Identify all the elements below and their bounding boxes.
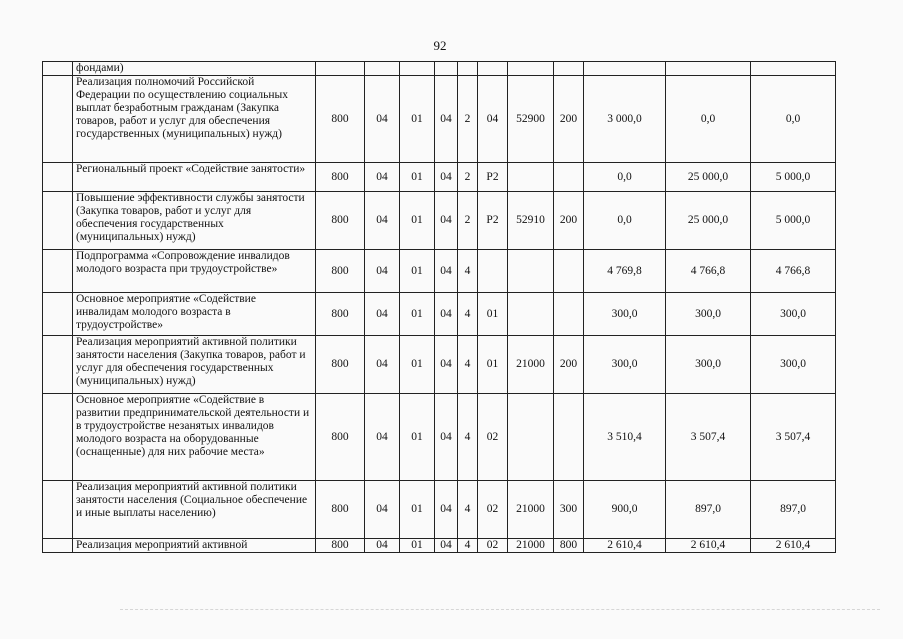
row-index-cell — [43, 539, 73, 553]
amount-year3-cell: 300,0 — [751, 336, 836, 394]
expense-type-cell — [554, 163, 584, 192]
row-index-cell — [43, 76, 73, 163]
program-cell: 04 — [435, 539, 458, 553]
table-row — [43, 293, 836, 336]
direction-cell: 52900 — [508, 76, 554, 163]
code-cell: 800 — [316, 250, 365, 293]
direction-cell: 52910 — [508, 192, 554, 250]
expense-type-cell: 200 — [554, 76, 584, 163]
amount-year1-cell: 300,0 — [584, 293, 666, 336]
item-name-cell: фондами) — [73, 62, 316, 76]
expense-type-cell — [554, 293, 584, 336]
amount-year2-cell: 4 766,8 — [666, 250, 751, 293]
subsection-cell: 01 — [400, 293, 435, 336]
direction-cell: 21000 — [508, 539, 554, 553]
section-cell: 04 — [365, 336, 400, 394]
subprogram-cell: 4 — [458, 336, 478, 394]
subprogram-cell: 2 — [458, 76, 478, 163]
expense-type-cell — [554, 250, 584, 293]
item-name-cell: Региональный проект «Содействие занятости» — [73, 163, 316, 192]
event-cell: 02 — [478, 539, 508, 553]
subsection-cell: 01 — [400, 336, 435, 394]
amount-year2-cell: 25 000,0 — [666, 192, 751, 250]
amount-year3-cell: 897,0 — [751, 481, 836, 539]
expense-type-cell — [554, 394, 584, 481]
code-cell: 800 — [316, 336, 365, 394]
code-cell: 800 — [316, 163, 365, 192]
amount-year2-cell: 0,0 — [666, 76, 751, 163]
amount-year3-cell: 3 507,4 — [751, 394, 836, 481]
amount-year3-cell — [751, 62, 836, 76]
expense-type-cell — [554, 62, 584, 76]
subsection-cell: 01 — [400, 394, 435, 481]
table-row — [43, 62, 836, 76]
row-index-cell — [43, 163, 73, 192]
row-index-cell — [43, 336, 73, 394]
direction-cell — [508, 163, 554, 192]
code-cell: 800 — [316, 192, 365, 250]
amount-year2-cell: 3 507,4 — [666, 394, 751, 481]
amount-year3-cell: 5 000,0 — [751, 192, 836, 250]
subprogram-cell: 2 — [458, 163, 478, 192]
subprogram-cell: 4 — [458, 250, 478, 293]
subprogram-cell: 4 — [458, 539, 478, 553]
amount-year2-cell: 300,0 — [666, 293, 751, 336]
amount-year2-cell: 2 610,4 — [666, 539, 751, 553]
budget-table — [42, 61, 836, 553]
item-name-cell: Реализация полномочий Российской Федерации по осуществлению социальных выплат безработным гражданам (Закупка товаров, работ и услуг для обеспечения государственных (муниципальных) нужд) — [73, 76, 316, 163]
row-index-cell — [43, 481, 73, 539]
code-cell: 800 — [316, 481, 365, 539]
program-cell: 04 — [435, 192, 458, 250]
row-index-cell — [43, 62, 73, 76]
item-name-cell: Подпрограмма «Сопровождение инвалидов молодого возраста при трудоустройстве» — [73, 250, 316, 293]
row-index-cell — [43, 250, 73, 293]
direction-cell: 21000 — [508, 336, 554, 394]
table-row — [43, 76, 836, 163]
code-cell — [316, 62, 365, 76]
code-cell: 800 — [316, 76, 365, 163]
subprogram-cell — [458, 62, 478, 76]
subsection-cell: 01 — [400, 76, 435, 163]
event-cell — [478, 250, 508, 293]
direction-cell — [508, 394, 554, 481]
table-row — [43, 394, 836, 481]
direction-cell — [508, 250, 554, 293]
subprogram-cell: 4 — [458, 394, 478, 481]
amount-year1-cell: 2 610,4 — [584, 539, 666, 553]
expense-type-cell: 300 — [554, 481, 584, 539]
event-cell: 02 — [478, 394, 508, 481]
subsection-cell: 01 — [400, 250, 435, 293]
code-cell: 800 — [316, 293, 365, 336]
program-cell: 04 — [435, 394, 458, 481]
amount-year2-cell: 897,0 — [666, 481, 751, 539]
amount-year1-cell: 3 510,4 — [584, 394, 666, 481]
item-name-cell: Реализация мероприятий активной политики занятости населения (Социальное обеспечение и иные выплаты населению) — [73, 481, 316, 539]
amount-year3-cell: 0,0 — [751, 76, 836, 163]
subsection-cell: 01 — [400, 163, 435, 192]
event-cell: Р2 — [478, 163, 508, 192]
program-cell: 04 — [435, 250, 458, 293]
program-cell: 04 — [435, 336, 458, 394]
program-cell: 04 — [435, 481, 458, 539]
direction-cell — [508, 62, 554, 76]
event-cell: 02 — [478, 481, 508, 539]
amount-year3-cell: 4 766,8 — [751, 250, 836, 293]
row-index-cell — [43, 394, 73, 481]
page-bottom-rule — [120, 609, 880, 610]
event-cell: 04 — [478, 76, 508, 163]
subprogram-cell: 2 — [458, 192, 478, 250]
amount-year2-cell: 300,0 — [666, 336, 751, 394]
section-cell: 04 — [365, 163, 400, 192]
amount-year1-cell: 3 000,0 — [584, 76, 666, 163]
subprogram-cell: 4 — [458, 293, 478, 336]
table-row — [43, 163, 836, 192]
subsection-cell: 01 — [400, 192, 435, 250]
page-number: 92 — [433, 38, 447, 53]
program-cell: 04 — [435, 293, 458, 336]
amount-year1-cell: 4 769,8 — [584, 250, 666, 293]
expense-type-cell: 200 — [554, 336, 584, 394]
code-cell: 800 — [316, 539, 365, 553]
amount-year1-cell — [584, 62, 666, 76]
subprogram-cell: 4 — [458, 481, 478, 539]
section-cell: 04 — [365, 539, 400, 553]
amount-year1-cell: 900,0 — [584, 481, 666, 539]
subsection-cell — [400, 62, 435, 76]
row-index-cell — [43, 192, 73, 250]
table-row — [43, 250, 836, 293]
amount-year2-cell — [666, 62, 751, 76]
program-cell: 04 — [435, 163, 458, 192]
section-cell: 04 — [365, 394, 400, 481]
event-cell: Р2 — [478, 192, 508, 250]
amount-year2-cell: 25 000,0 — [666, 163, 751, 192]
amount-year1-cell: 0,0 — [584, 192, 666, 250]
subsection-cell: 01 — [400, 539, 435, 553]
event-cell — [478, 62, 508, 76]
table-body — [43, 62, 836, 553]
program-cell: 04 — [435, 76, 458, 163]
item-name-cell: Основное мероприятие «Содействие в развитии предпринимательской деятельности и в трудоустройстве незанятых инвалидов молодого возраста на оборудованные (оснащенные) для них рабочие места» — [73, 394, 316, 481]
expense-type-cell: 800 — [554, 539, 584, 553]
amount-year3-cell: 300,0 — [751, 293, 836, 336]
table-row — [43, 336, 836, 394]
section-cell: 04 — [365, 293, 400, 336]
item-name-cell: Реализация мероприятий активной политики занятости населения (Закупка товаров, работ и услуг для обеспечения государственных (муниципальных) нужд) — [73, 336, 316, 394]
amount-year1-cell: 0,0 — [584, 163, 666, 192]
item-name-cell: Реализация мероприятий активной — [73, 539, 316, 553]
event-cell: 01 — [478, 293, 508, 336]
amount-year1-cell: 300,0 — [584, 336, 666, 394]
item-name-cell: Повышение эффективности службы занятости (Закупка товаров, работ и услуг для обеспечения государственных (муниципальных) нужд) — [73, 192, 316, 250]
direction-cell — [508, 293, 554, 336]
amount-year3-cell: 5 000,0 — [751, 163, 836, 192]
item-name-cell: Основное мероприятие «Содействие инвалидам молодого возраста в трудоустройстве» — [73, 293, 316, 336]
section-cell — [365, 62, 400, 76]
section-cell: 04 — [365, 481, 400, 539]
section-cell: 04 — [365, 192, 400, 250]
table-row — [43, 539, 836, 553]
subsection-cell: 01 — [400, 481, 435, 539]
event-cell: 01 — [478, 336, 508, 394]
program-cell — [435, 62, 458, 76]
row-index-cell — [43, 293, 73, 336]
amount-year3-cell: 2 610,4 — [751, 539, 836, 553]
section-cell: 04 — [365, 76, 400, 163]
code-cell: 800 — [316, 394, 365, 481]
table-row — [43, 481, 836, 539]
section-cell: 04 — [365, 250, 400, 293]
expense-type-cell: 200 — [554, 192, 584, 250]
table-row — [43, 192, 836, 250]
direction-cell: 21000 — [508, 481, 554, 539]
